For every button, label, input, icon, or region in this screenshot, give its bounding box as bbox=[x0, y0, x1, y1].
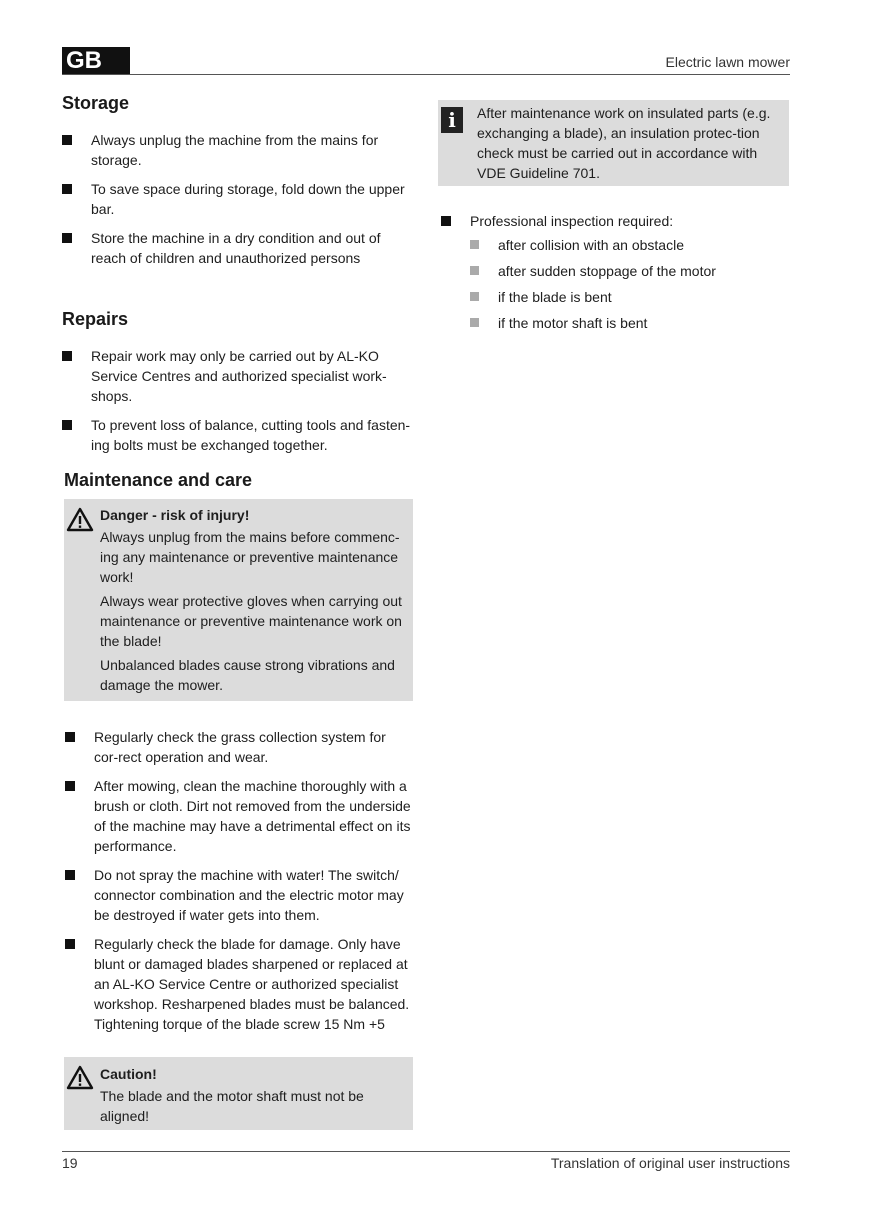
danger-title: Danger - risk of injury! bbox=[100, 507, 250, 523]
storage-section bbox=[62, 93, 412, 277]
inspection-label: Professional inspection required: bbox=[470, 213, 674, 229]
header-title: Electric lawn mower bbox=[665, 54, 790, 70]
storage-list bbox=[62, 130, 412, 268]
sub-list-item: after collision with an obstacle bbox=[470, 235, 789, 255]
maintenance-list bbox=[65, 727, 413, 1043]
info-text: After maintenance work on insulated parts (e.g. exchanging a blade), an insulation protec-tion check must be carried out in accordance with VDE Guideline 701. bbox=[477, 105, 771, 181]
list-item bbox=[441, 211, 789, 333]
sub-list-item: if the blade is bent bbox=[470, 287, 789, 307]
repairs-heading: Repairs bbox=[62, 309, 129, 329]
page-number: 19 bbox=[62, 1155, 78, 1171]
header-divider bbox=[62, 74, 790, 75]
list-item: Regularly check the grass collection system for cor-rect operation and wear. bbox=[65, 727, 413, 767]
list-item: Regularly check the blade for damage. Only have blunt or damaged blades sharpened or replaced at an AL-KO Service Centre or authorized specialist workshop. Resharpened blades must be balanced. Tightening torque of the blade screw 15 Nm +5 bbox=[65, 934, 413, 1034]
storage-heading: Storage bbox=[62, 93, 130, 113]
sub-list-item: if the motor shaft is bent bbox=[470, 313, 789, 333]
sub-list-item: after sudden stoppage of the motor bbox=[470, 261, 789, 281]
maintenance-heading-wrap bbox=[64, 470, 414, 491]
danger-paragraph: Always wear protective gloves when carrying out maintenance or preventive maintenance work on the blade! bbox=[100, 593, 402, 649]
list-item: To prevent loss of balance, cutting tools and fasten-ing bolts must be exchanged together. bbox=[62, 415, 412, 455]
language-badge: GB bbox=[62, 47, 130, 75]
danger-paragraph: Unbalanced blades cause strong vibrations and damage the mower. bbox=[100, 657, 395, 693]
info-box bbox=[438, 100, 789, 186]
warning-triangle-icon bbox=[66, 507, 94, 532]
caution-box bbox=[64, 1057, 413, 1130]
list-item: After mowing, clean the machine thoroughly with a brush or cloth. Dirt not removed from the underside of the machine may have a detrimental effect on its performance. bbox=[65, 776, 413, 856]
list-item: Do not spray the machine with water! The switch/ connector combination and the electric motor may be destroyed if water gets into them. bbox=[65, 865, 413, 925]
danger-paragraph: Always unplug from the mains before commenc-ing any maintenance or preventive maintenance work! bbox=[100, 529, 400, 585]
inspection-sublist bbox=[470, 235, 789, 333]
footer-divider bbox=[62, 1151, 790, 1152]
repairs-section bbox=[62, 309, 412, 464]
info-icon: i bbox=[441, 107, 463, 133]
footer-title: Translation of original user instructions bbox=[550, 1155, 790, 1171]
danger-box bbox=[64, 499, 413, 701]
caution-text: The blade and the motor shaft must not be aligned! bbox=[100, 1088, 364, 1124]
repairs-list bbox=[62, 346, 412, 455]
list-item: To save space during storage, fold down the upper bar. bbox=[62, 179, 412, 219]
list-item: Always unplug the machine from the mains for storage. bbox=[62, 130, 412, 170]
list-item: Repair work may only be carried out by AL-KO Service Centres and authorized specialist work-shops. bbox=[62, 346, 412, 406]
inspection-list bbox=[441, 211, 789, 333]
maintenance-heading: Maintenance and care bbox=[64, 470, 253, 490]
inspection-section bbox=[441, 211, 789, 342]
list-item: Store the machine in a dry condition and out of reach of children and unauthorized persons bbox=[62, 228, 412, 268]
warning-triangle-icon bbox=[66, 1065, 94, 1090]
caution-title: Caution! bbox=[100, 1066, 157, 1082]
